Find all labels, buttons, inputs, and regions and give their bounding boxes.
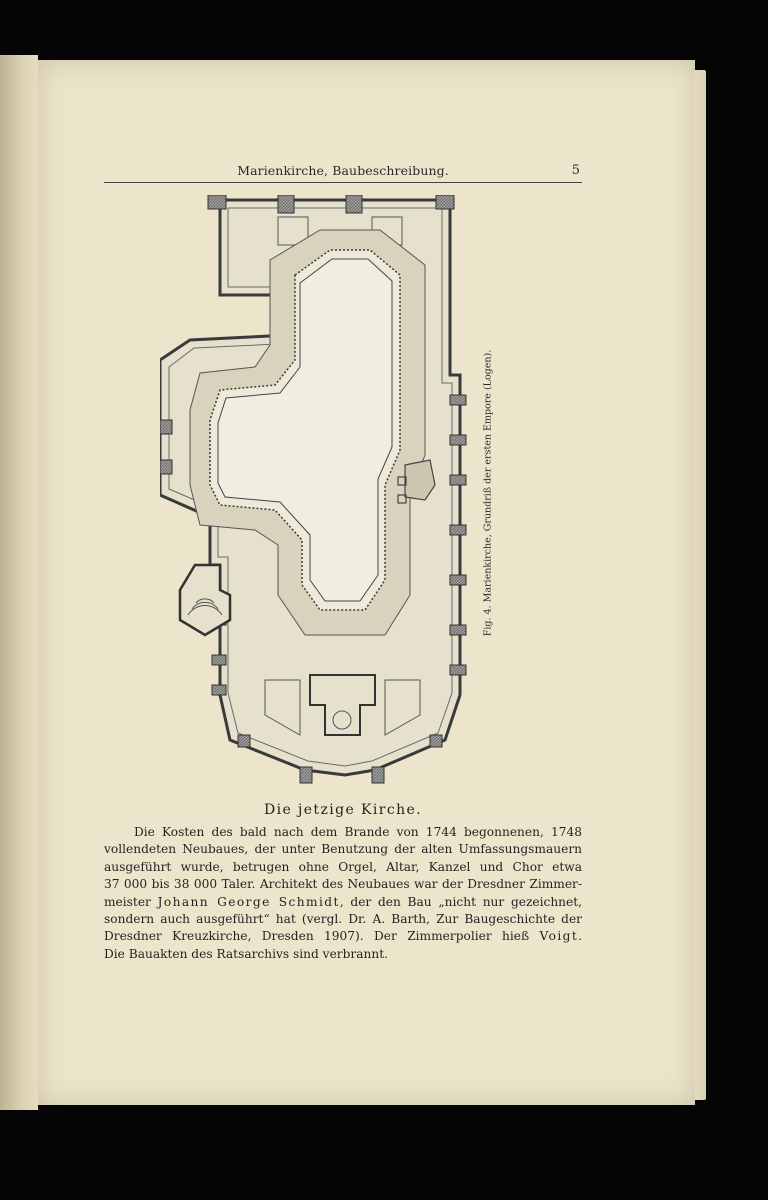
line7-prefix: Dresdner Kreuzkirche, Dresden 1907). Der Zimmerpolier hieß (104, 929, 540, 944)
church-floor-plan (160, 195, 520, 785)
book-page (38, 60, 695, 1105)
page-number: 5 (571, 163, 580, 178)
paragraph-line-3: ausgeführt wurde, betrugen ohne Orgel, Altar, Kanzel und Chor etwa (104, 859, 582, 874)
paragraph-line-5 (104, 894, 582, 911)
figure-caption-text: Fig. 4. Marienkirche, Grundriß der ersten Empore (Logen). (482, 349, 494, 636)
paragraph-line-8: Die Bauakten des Ratsarchivs sind verbrannt. (104, 946, 388, 961)
paragraph-line-7 (104, 928, 582, 945)
figure-caption (478, 350, 498, 635)
body-paragraph (104, 824, 582, 963)
paragraph-line-4: 37 000 bis 38 000 Taler. Architekt des Neubaues war der Dresdner Zimmer- (104, 877, 582, 892)
line5-prefix: meister (104, 894, 158, 909)
line5-suffix: , der den Bau „nicht nur gezeichnet, (339, 894, 583, 909)
paragraph-line-2: vollendeten Neubaues, der unter Benutzung der alten Umfassungsmauern (104, 842, 582, 857)
paragraph-line-6: sondern auch ausgeführt“ hat (vergl. Dr. A. Barth, Zur Baugeschichte der (104, 912, 582, 927)
running-header (104, 162, 582, 183)
section-title: Die jetzige Kirche. (263, 802, 423, 818)
paragraph-line-1: Die Kosten des bald nach dem Brande von 1744 begonnenen, 1748 (134, 825, 582, 839)
architect-name: Johann George Schmidt (157, 894, 340, 909)
running-title: Marienkirche, Baubeschreibung. (237, 163, 449, 178)
facing-page-edge (0, 55, 38, 1110)
foreman-name: Voigt (539, 929, 579, 944)
line7-suffix: . (578, 929, 582, 944)
